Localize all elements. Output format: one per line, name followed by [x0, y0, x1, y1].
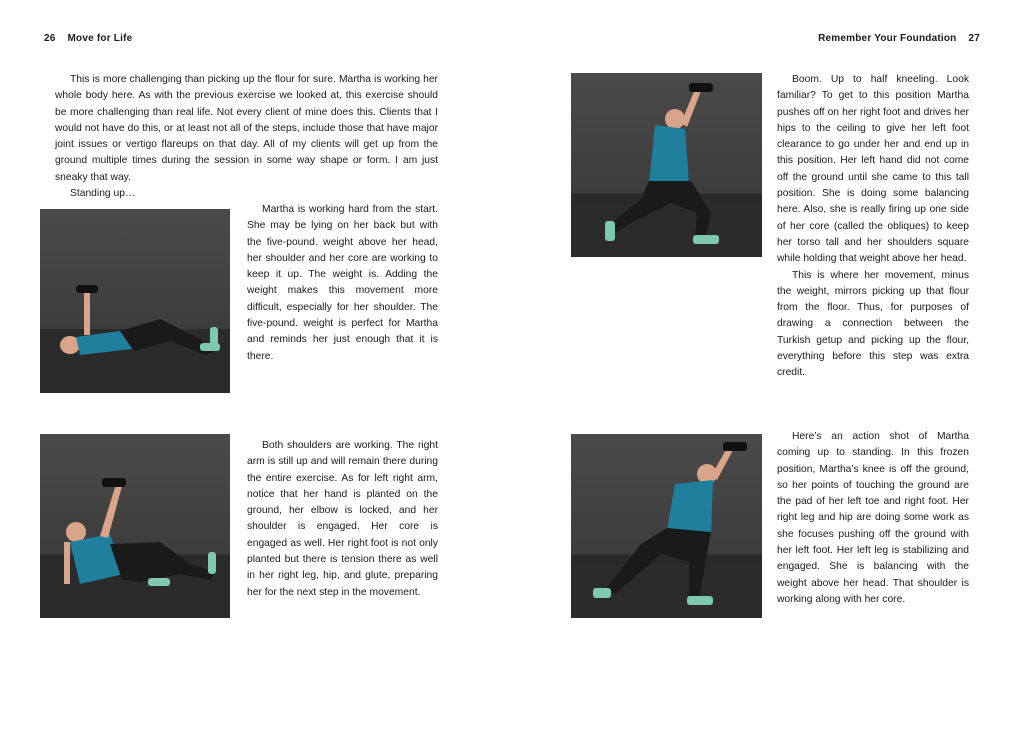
page-number: 26: [44, 33, 56, 44]
right-running-head: [818, 33, 980, 44]
left-running-head: [44, 33, 132, 44]
paragraph: This is more challenging than picking up the flour for sure. Martha is working her whole body here. As with the previous exercise we looked at, this exercise should be more challenging than real life. Not every client of mine does this. Clients that I would not have do this, or at least not all of the steps, include those that have major joint issues or vertigo flareups on that day. All of my clients will get up from the ground multiple times during the session in some way shape or form. I am just sneaky that way.: [55, 74, 438, 183]
paragraph: This is where her movement, minus the weight, mirrors picking up that flour from the floor. Thus, for purposes of drawing a connection between the Turkish getup and picking up the flour, everything before this step was extra credit.: [777, 269, 969, 379]
photo-propped-on-elbow: [40, 434, 230, 618]
chapter-title: Remember Your Foundation: [818, 33, 957, 44]
paragraph: Here’s an action shot of Martha coming up to standing. In this frozen position, Martha’s knee is off the ground, so her points of touching the ground are the pad of her left toe and right foot. Her right leg and hip are doing some work as she focuses pushing off the ground with her left foot. Her left leg is stabilizing and engaged. She is balancing with the weight above her head. That shoulder is working along with her core.: [777, 431, 969, 605]
step3-text: [777, 72, 969, 382]
step2-text: [247, 438, 438, 601]
intro-text: [55, 72, 438, 202]
step1-text: [247, 202, 438, 365]
photo-coming-up-to-standing: [571, 434, 762, 618]
paragraph: Standing up…: [70, 188, 136, 200]
page-number: 27: [968, 33, 980, 44]
paragraph: Both shoulders are working. The right arm is still up and will remain there during the entire exercise. As for left right arm, notice that her hand is planted on the ground, her elbow is locked, and her shoulder is engaged. Her core is engaged as well. Her right foot is not only planted but there is tension there as well in her right leg, hip, and glute, preparing her for the next step in the movement.: [247, 440, 438, 598]
book-title: Move for Life: [67, 33, 133, 44]
photo-lying-with-weight: [40, 209, 230, 393]
paragraph: Martha is working hard from the start. She may be lying on her back but with the five-pound. weight above her head, her shoulder and her core are working to keep it up. The weight is. Adding the weight makes this movement more difficult, especially for her shoulder. The five-pound. weight is perfect for Martha and reminds her just enough that it is there.: [247, 204, 438, 362]
step4-text: [777, 429, 969, 608]
photo-half-kneeling: [571, 73, 762, 257]
paragraph: Boom. Up to half kneeling. Look familiar? To get to this position Martha pushes off on her right foot and drives her hips to the ceiling to give her left foot clearance to go under her and end up in this position. Her left hand did not come off the ground until she came to this tall position. She is doing some balancing here. Also, she is really firing up one side of her core (called the obliques) to keep her torso tall and her shoulders square while holding that weight above her head.: [777, 74, 969, 265]
